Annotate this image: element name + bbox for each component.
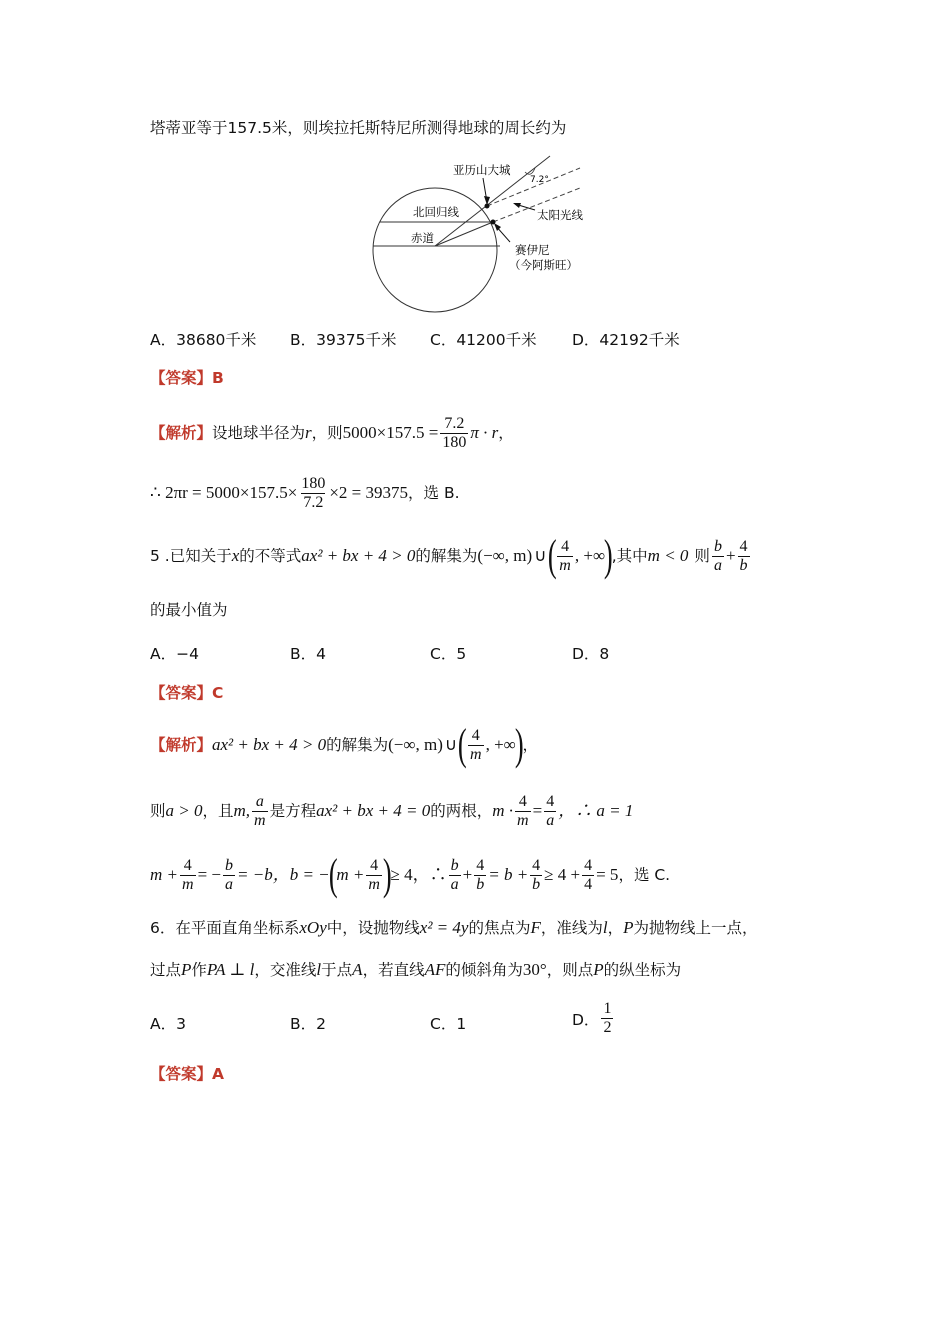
q4-option-c: C．41200千米 — [430, 331, 537, 349]
q5-option-b: B．4 — [290, 645, 326, 663]
q4-option-d: D．42192千米 — [572, 331, 680, 349]
earth-figure — [365, 150, 615, 329]
comma: ， — [498, 424, 514, 442]
q5-answer: 【答案】 C — [150, 684, 224, 702]
q5-option-a: A．−4 — [150, 645, 199, 663]
fraction-one-half: $\frac{1}{2}$ — [603, 1000, 612, 1036]
sunlight-arrow — [513, 203, 521, 208]
label-equator: 赤道 — [411, 231, 434, 245]
q6-option-c: C．1 — [430, 1015, 467, 1033]
q4-analysis-line-2 — [150, 472, 460, 514]
label-aswan: （今阿斯旺） — [509, 258, 578, 272]
intro-text: 塔蒂亚等于157.5米，则埃拉托斯特尼所测得地球的周长约为 — [150, 119, 567, 137]
question-number: 5 . — [150, 547, 170, 565]
fraction-4-over-m: $\frac{4}{m}$ — [559, 537, 571, 574]
analysis-text: 设地球半径为 — [212, 424, 306, 442]
inequality: ax² + bx + 4 > 0 — [301, 546, 416, 565]
math-expr: 5000×157.5 = — [342, 423, 439, 442]
label-syene: 赛伊尼 — [515, 243, 550, 257]
fraction-180-over-7-2: $\frac{180}{7.2}$ — [301, 474, 326, 511]
q5-analysis-line-3: m + $\frac{4}{m}$ = − $\frac{b}{a}$ = −b ，b = − ( m + $\frac{4}{m}$ ) ≥ 4 ，∴ $\frac{b}{a}$ + $\frac{4}{b}$ = b + $\frac{4}{b}$ ≥ 4 + $\frac{4}{4}$ = 5 ，选 C. — [150, 850, 671, 899]
q4-option-b: B．39375千米 — [290, 331, 397, 349]
q5-option-d: D．8 — [572, 645, 610, 663]
var-r: r — [305, 423, 312, 442]
analysis-text: ，选 B. — [408, 484, 460, 502]
q5-stem-line-2: 的最小值为 — [150, 601, 228, 619]
label-tropic: 北回归线 — [413, 205, 459, 219]
q5-analysis-line-1: 【解析】 ax² + bx + 4 > 0 的解集为 (−∞, m) ∪ ( $\frac{4}{m}$ , +∞ ) ， — [150, 720, 538, 769]
q6-stem-line-1: 6． 在平面直角坐标系 xOy 中，设抛物线 x² = 4y 的焦点为 F ，准线为 l ， P 为抛物线上一点， — [150, 918, 758, 937]
q4-answer — [150, 368, 224, 388]
label-alexandria: 亚历山大城 — [453, 163, 511, 177]
label-angle: 7.2° — [530, 175, 549, 185]
answer-tag: 【答案】 — [150, 369, 213, 387]
q6-option-d: D． $\frac{1}{2}$ — [572, 1000, 612, 1036]
q6-option-b: B．2 — [290, 1015, 326, 1033]
math-expr: π · r — [470, 423, 499, 442]
answer-letter: B — [212, 369, 224, 387]
q5-option-c: C．5 — [430, 645, 467, 663]
question-number: 6． — [150, 919, 176, 937]
syene-arrow — [494, 223, 501, 231]
fraction-b-over-a: $\frac{b}{a}$ — [713, 537, 722, 574]
analysis-tag: 【解析】 — [150, 424, 213, 442]
earth-diagram — [365, 150, 615, 325]
q4-option-a: A．38680千米 — [150, 331, 257, 349]
q4-analysis-line-1 — [150, 412, 514, 454]
math-expr: ×2 = 39375 — [329, 483, 409, 502]
fraction-7-2-over-180: $\frac{7.2}{180}$ — [442, 414, 467, 451]
q6-answer: 【答案】 A — [150, 1065, 225, 1083]
q6-stem-line-2: 过点 P 作 PA ⊥ l ，交准线 l 于点 A ，若直线 AF 的倾斜角为 30° ，则点 P 的纵坐标为 — [150, 960, 682, 979]
analysis-text: ，则 — [311, 424, 343, 442]
label-sunlight: 太阳光线 — [537, 208, 583, 222]
fraction-4-over-b: $\frac{4}{b}$ — [739, 537, 748, 574]
q5-stem-line-1: 5 . 已知关于 x 的不等式 ax² + bx + 4 > 0 的解集为 (−∞, m) ∪ ( $\frac{4}{m}$ , +∞ ) ,其中 m < 0 则 $\frac{b}{a}$ + $\frac{4}{b}$ — [150, 531, 748, 580]
math-expr: ∴ 2πr = 5000×157.5× — [150, 483, 298, 502]
q5-analysis-line-2: 则 a > 0 ，且 m, $\frac{a}{m}$ 是方程 ax² + bx + 4 = 0 的两根， m · $\frac{4}{m}$ = $\frac{4}{a}$ ，∴ a = 1 — [150, 792, 634, 829]
radius-syene-line — [435, 222, 493, 246]
q6-option-a: A．3 — [150, 1015, 186, 1033]
